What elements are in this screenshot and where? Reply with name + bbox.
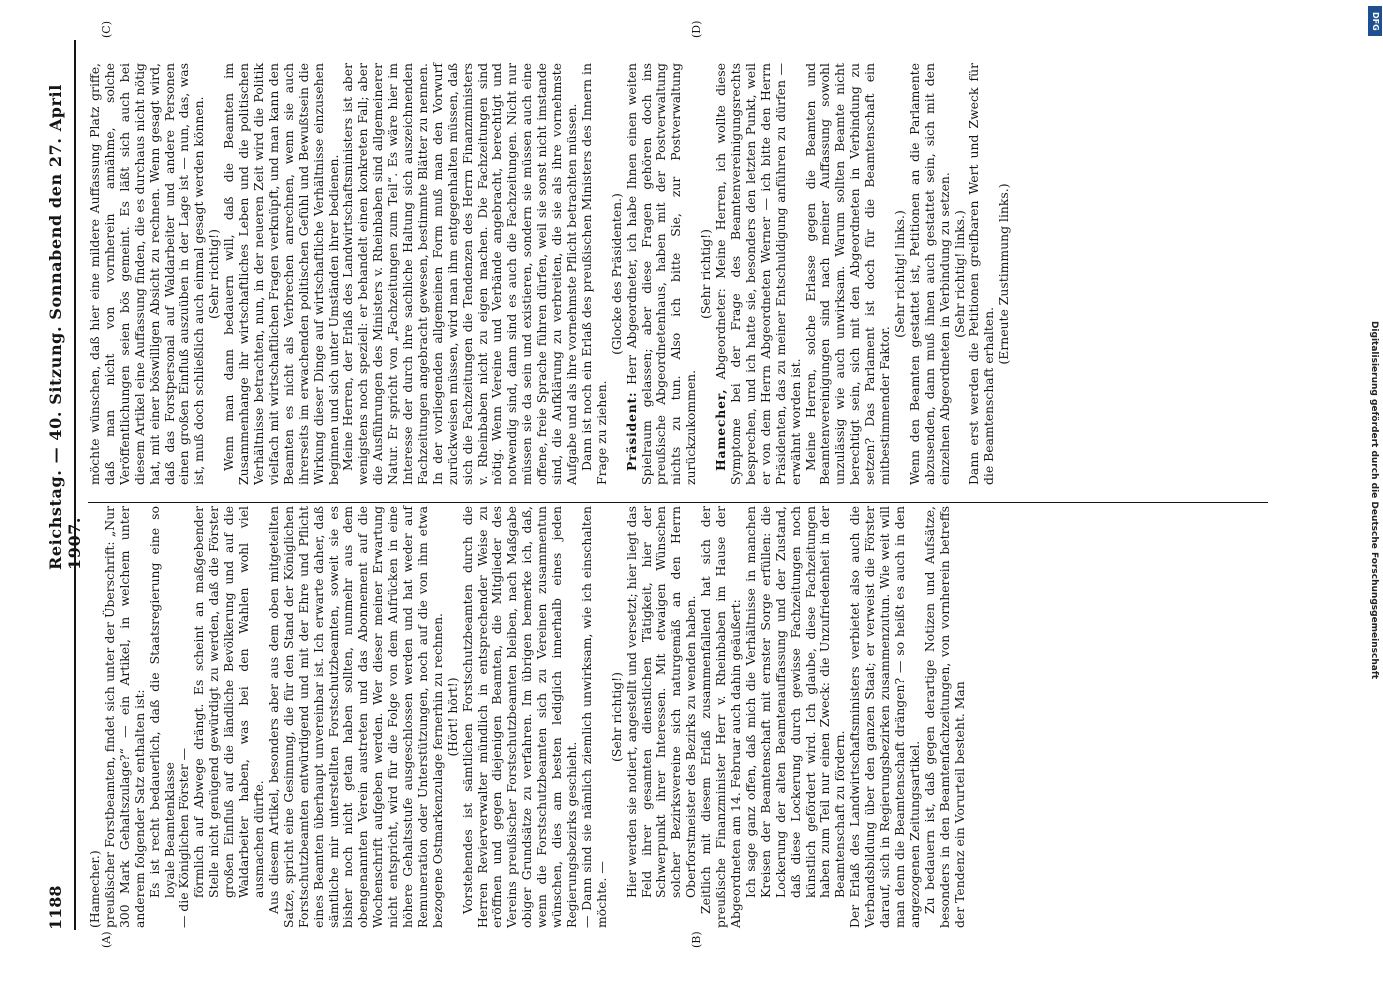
digitization-credit: Digitalisierung gefördert durch die Deutsche Forschungsgemeinschaft [1369, 320, 1379, 680]
quoted-passage: Es ist recht bedauerlich, daß die Staatsregierung eine so loyale Beamtenklasse [146, 506, 177, 898]
page-header [46, 40, 84, 930]
paragraph: Aus diesem Artikel, besonders aber aus dem oben mitgeteilten Satze, spricht eine Gesinnung, die für den Stand der Königlichen Forstschutzbeamten entwürdigend und mit der Ehre und Pflicht eines Beamten überhaupt unvereinbar ist. Ich erwarte daher, daß sämtliche mir unterstellten Forstschutzbeamten, soweit sie es bisher noch nicht getan haben sollten, nunmehr aus dem obengenannten Verein austreten und das Abonnement auf die Wochenschrift aufgeben werden. Wer dieser meiner Erwartung nicht entspricht, wird für die Folge von dem Aufrücken in eine höhere Gehaltsstufe ausgeschlossen werden und hat weder auf Remuneration oder Unterstützungen, noch auf die von ihm etwa bezogene Ostmarkenzulage fernerhin zu rechnen. [265, 506, 445, 928]
paragraph: Der Erlaß des Landwirtschaftsministers verbietet also auch die Verbandsbildung über den ganzen Staat; er verweist die Förster darauf, sich in Regierungsbezirken zusammenzutun. Wie weit will man denn die Beamtenschaft drängen? — so heißt es auch in den angezogenen Zeitungsartikel. [847, 506, 922, 928]
margin-mark-b: (B) [690, 931, 703, 948]
quoted-passage: förmlich auf Abwege drängt. Es scheint an maßgebender Stelle nicht genügend gewürdigt zu werden, daß die Förster großen Einfluß auf die ländliche Bevölkerung und auf die Waldarbeiter haben, was bei den Wahlen wohl viel ausmachen dürfte. [191, 506, 266, 898]
quoted-passage: Hier werden sie notiert, angestellt und versetzt; hier liegt das Feld ihrer gesamten dienstlichen Tätigkeit, hier der Schwerpunkt ihrer Interessen. Mit etwaigen Wünschen solcher Bezirksvereine sich naturgemäß an den Herrn Oberforstmeister des Bezirks zu wenden haben. [623, 506, 699, 898]
interjection: (Hört! hört!) [444, 677, 460, 757]
quoted-passage: Ich sage ganz offen, daß mich die Verhältnisse in manchen Kreisen der Beamtenschaft mit ernster Sorge erfüllen: die Lockerung der alten Beamtenauffassung und der Zustand, daß diese Lockerung durch gewisse Fachzeitungen noch künstlich gefördert wird. Ich glaube, diese Fachzeitungen haben zum Teil nur einen Zweck: die Unzufriedenheit in der Beamtenschaft zu fördern. [742, 506, 848, 898]
paragraph: Dann ist noch ein Erlaß des preußischen Ministers des Innern in Frage zu ziehen. [578, 63, 609, 485]
interjection: (Sehr richtig!) [206, 229, 222, 319]
interjection: (Sehr richtig! links.) [891, 210, 907, 338]
speaker-paragraph [625, 63, 700, 485]
paragraph: — die Königlichen Förster — [176, 747, 192, 928]
speaker-paragraph [714, 63, 803, 485]
header-title: Reichstag. — 40. Sitzung. Sonnabend den 27. April 1907. [46, 84, 84, 570]
paragraph: preußischer Forstbeamten, findet sich unter der Überschrift: „Nur 300 Mark Gehaltszulage?“ — ein Artikel, in welchem unter anderem folgender Satz enthalten ist: [101, 506, 147, 928]
speaker-name: Hamecher, [713, 388, 729, 471]
speaker-name: Präsident: [623, 391, 639, 471]
interjection: (Erneute Zustimmung links.) [996, 183, 1012, 365]
paragraph: Meine Herren, der Erlaß des Landwirtschaftsministers ist aber wenigstens noch speziell: er behandelt einen konkreten Fall; aber die Ausführungen des Ministers v. Rheinbaben sind allgemeinerer Natur. Er spricht von „Fachzeitungen zum Teil“. Es wäre hier im Interesse der durch ihre sachliche Haltung sich auszeichnenden Fachzeitungen angebracht gewesen, bestimmte Blätter zu nennen. In der vorliegenden allgemeinen Form muß man den Vorwurf zurückweisen müssen, wird man ihm entgegenhalten müssen, daß sich die Fachzeitungen die Tendenzen des Herrn Finanzministers v. Rheinbaben nicht zu eigen machen. Die Fachzeitungen sind nötig. Wenn Vereine und Verbände angebracht, berechtigt und notwendig sind, dann sind es auch die Fachzeitungen. Nicht nur müssen sie da sein und existieren, sondern sie müssen auch eine offene, freie Sprache führen dürfen, weil sie sonst nicht imstande sind, die Aufklärung zu verbreiten, die sie als ihre vornehmste Aufgabe und als ihre vornehmste Pflicht betrachten müssen. [340, 63, 579, 485]
speaker-text: Abgeordneter: Meine Herren, ich wollte diese Symptome bei der Frage des Beamtenvereinigungsrechts besprechen, und ich hatte sie, besonders den letzten Punkt, weil er von dem Herrn Abgeordneten Werner — ich bitte den Herrn Präsidenten, das zu meiner Entschuldigung anführen zu dürfen — erwähnt worden ist. [713, 63, 803, 485]
paragraph: möchte wünschen, daß hier eine mildere Auffassung Platz griffe, daß man nicht von vornherein annähme, solche Veröffentlichungen seien bös gemeint. Es läßt sich auch bei diesem Artikel eine Auffassung finden, die es durchaus nicht nötig hat, mit einer böswilligen Absicht zu rechnen. Wenn gesagt wird, daß das Forstpersonal auf Waldarbeiter und andere Personen einen großen Einfluß auszuüben in der Lage ist — nun, das, was ist, muß doch schließlich auch einmal gesagt werden können. [87, 63, 207, 485]
header-rule [74, 40, 76, 930]
paragraph: Vorstehendes ist sämtlichen Forstschutzbeamten durch die Herren Revierverwalter mündlich in entsprechender Weise zu eröffnen und gegen diejenigen Beamten, die Mitglieder des Vereins preußischer Forstschutzbeamten bleiben, nach Maßgabe obiger Grundsätze zu verfahren. Im übrigen bemerke ich, daß, wenn die Forstschutzbeamten sich zu Vereinen zusammentun wünschen, dies am besten lediglich innerhalb eines jeden Regierungsbezirks geschieht. [459, 506, 579, 928]
paragraph: Zeitlich mit diesem Erlaß zusammenfallend hat sich der preußische Finanzminister Herr v. Rheinbaben im Hause der Abgeordneten am 14. Februar auch dahin geäußert: [698, 506, 743, 928]
interjection: (Sehr richtig! links.) [951, 210, 967, 338]
margin-mark-c: (C) [100, 21, 113, 38]
left-text-column [88, 506, 967, 928]
paragraph: (Hamecher.) [87, 850, 102, 928]
paragraph: Meine Herren, solche Erlasse gegen die Beamten und Beamtenvereinigungen sind nach meiner Auffassung sowohl unzulässig wie auch unwirksam. Warum sollten Beamte nicht berechtigt sein, sich mit den Abgeordneten in Verbindung zu setzen? Das Parlament ist doch für die Beamtenschaft ein mitbestimmender Faktor. [802, 63, 893, 485]
paragraph: Wenn den Beamten gestattet ist, Petitionen an die Parlamente abzusenden, dann muß ihnen auch gestattet sein, sich mit den einzelnen Abgeordneten in Verbindung zu setzen. [906, 63, 952, 485]
right-text-column [88, 63, 1012, 485]
page-number: 1188 [46, 885, 65, 930]
paragraph: Dann erst werden die Petitionen greifbaren Wert und Zweck für die Beamtenschaft erhalten. [966, 63, 997, 485]
paragraph: Wenn man dann bedauern will, daß die Beamten im Zusammenhange ihr wirtschaftliches Leben und die politischen Verhältnisse betrachten, nun, in der neueren Zeit wird die Politik vielfach mit wirtschaftlichen Fragen verknüpft, und man kann den Beamten es nicht als Verbrechen anrechnen, wenn sie auch ihrerseits im erwachenden politischen Gefühl und Bewußtsein die Wirkung dieser Dinge auf wirtschaftliche Verhältnisse einzusehen beginnen und sich unter Umständen ihrer bedienen. [221, 63, 341, 485]
interjection: (Glocke des Präsidenten.) [608, 193, 624, 355]
interjection: (Sehr richtig!) [698, 229, 714, 319]
margin-mark-d: (D) [690, 20, 703, 38]
column-divider [88, 502, 1268, 503]
dfg-logo: DFG [1368, 6, 1382, 36]
margin-mark-a: (A) [100, 931, 113, 948]
speaker-text: Herr Abgeordneter, ich habe Ihnen einen weiten Spielraum gelassen; aber diese Fragen gehören doch ins preußische Abgeordnetenhaus, haben mit der Postverwaltung nichts zu tun. Also ich bitte Sie, zur Postverwaltung zurückzukommen. [623, 63, 699, 485]
paragraph: Zu bedauern ist, daß gegen derartige Notizen und Aufsätze, besonders in den Beamtenfachzeitungen, von vornherein betreffs der Tendenz ein Vorurteil besteht. Man [921, 506, 967, 928]
paragraph: — Dann sind sie nämlich ziemlich unwirksam, wie ich einschalten möchte. — [578, 506, 609, 928]
interjection: (Sehr richtig!) [608, 672, 624, 762]
